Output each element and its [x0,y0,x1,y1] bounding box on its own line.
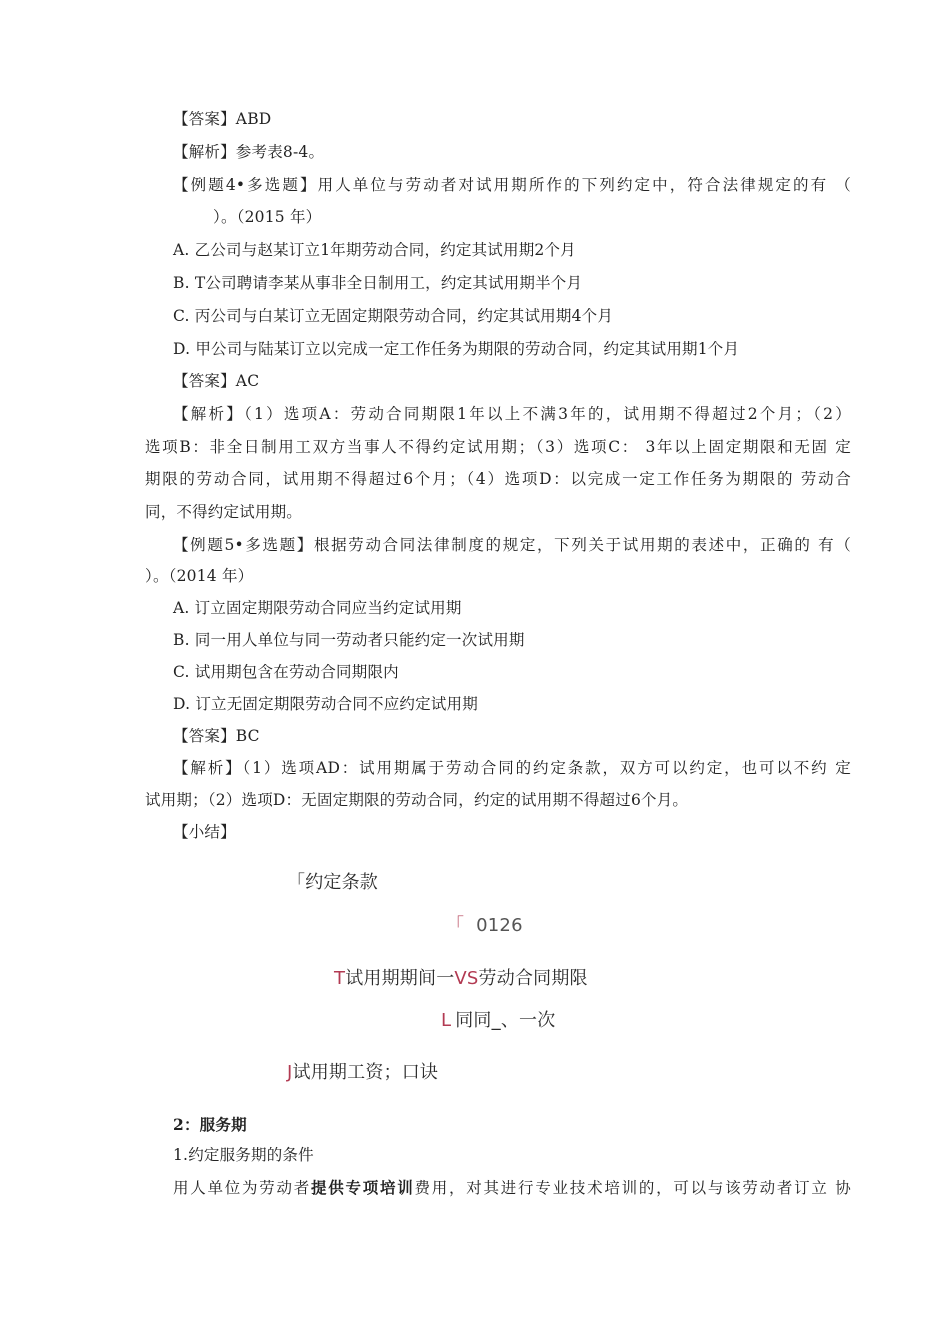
q5-stem-line1: 【例题5•多选题】根据劳动合同法律制度的规定，下列关于试用期的表述中，正确的 有（ [173,536,851,554]
q5-option-a: A. 订立固定期限劳动合同应当约定试用期 [173,599,462,617]
q5-stem-line2: ）。（2014 年） [145,567,254,585]
bracket-mark: 「 [446,915,465,936]
q5-answer: 【答案】BC [173,727,260,745]
summary-wage-text: 试用期工资；口诀 [292,1062,439,1083]
summary-row-wage [287,1061,438,1085]
summary-row-code [446,914,523,938]
q4-option-d: D. 甲公司与陆某订立以完成一定工作任务为期限的劳动合同，约定其试用期1个月 [173,340,740,358]
summary-probation-text: 试用期期间一 [345,968,455,989]
section-title-service-period: 2：服务期 [173,1115,247,1134]
paragraph-bold-text: 提供专项培训 [311,1178,415,1197]
q5-option-b: B. 同一用人单位与同一劳动者只能约定一次试用期 [173,631,525,649]
q4-stem-line1: 【例题4•多选题】用人单位与劳动者对试用期所作的下列约定中，符合法律规定的有 （ [173,176,851,194]
q3-answer: 【答案】ABD [173,110,272,128]
summary-heading: 【小结】 [173,823,236,841]
q3-analysis: 【解析】参考表8-4。 [173,143,325,161]
q4-answer: 【答案】AC [173,372,260,390]
summary-code-text: 0126 [476,915,523,936]
summary-once-text: 同同_、一次 [455,1010,556,1031]
q4-analysis-line1: 【解析】（1）选项A：劳动合同期限1年以上不满3年的，试用期不得超过2个月；（2） [173,405,851,423]
q4-option-c: C. 丙公司与白某订立无固定期限劳动合同，约定其试用期4个月 [173,307,614,325]
t-mark: T [334,968,346,989]
paragraph-text-end: 费用，对其进行专业技术培训的，可以与该劳动者订立 协 [414,1179,851,1197]
q5-option-c: C. 试用期包含在劳动合同期限内 [173,663,399,681]
q4-analysis-line4: 同，不得约定试用期。 [145,503,303,521]
summary-row-once [441,1009,555,1033]
q4-analysis-line2: 选项B：非全日制用工双方当事人不得约定试用期；（3）选项C： 3年以上固定期限和无固 定 [145,438,851,456]
section-subtitle-conditions: 1.约定服务期的条件 [173,1146,314,1164]
q4-analysis-line3: 期限的劳动合同，试用期不得超过6个月；（4）选项D：以完成一定工作任务为期限的 劳动合 [145,470,851,488]
q4-option-b: B. T公司聘请李某从事非全日制用工，约定其试用期半个月 [173,274,583,292]
summary-row-agreed-terms: 「约定条款 [287,872,378,893]
q5-option-d: D. 订立无固定期限劳动合同不应约定试用期 [173,695,478,713]
j-mark: J [287,1062,293,1083]
summary-contract-term-text: 劳动合同期限 [478,968,588,989]
q4-option-a: A. 乙公司与赵某订立1年期劳动合同，约定其试用期2个月 [173,241,576,259]
vs-mark: VS [454,968,479,989]
summary-row-vs [334,967,588,991]
q4-stem-line2: ）。（2015 年） [213,208,322,226]
l-mark: L [441,1010,452,1031]
q5-analysis-line2: 试用期；（2）选项D：无固定期限的劳动合同，约定的试用期不得超过6个月。 [145,791,689,809]
q5-analysis-line1: 【解析】（1）选项AD：试用期属于劳动合同的约定条款，双方可以约定，也可以不约 定 [173,759,851,777]
paragraph-text-start: 用人单位为劳动者 [173,1179,312,1197]
section-paragraph [173,1178,851,1198]
